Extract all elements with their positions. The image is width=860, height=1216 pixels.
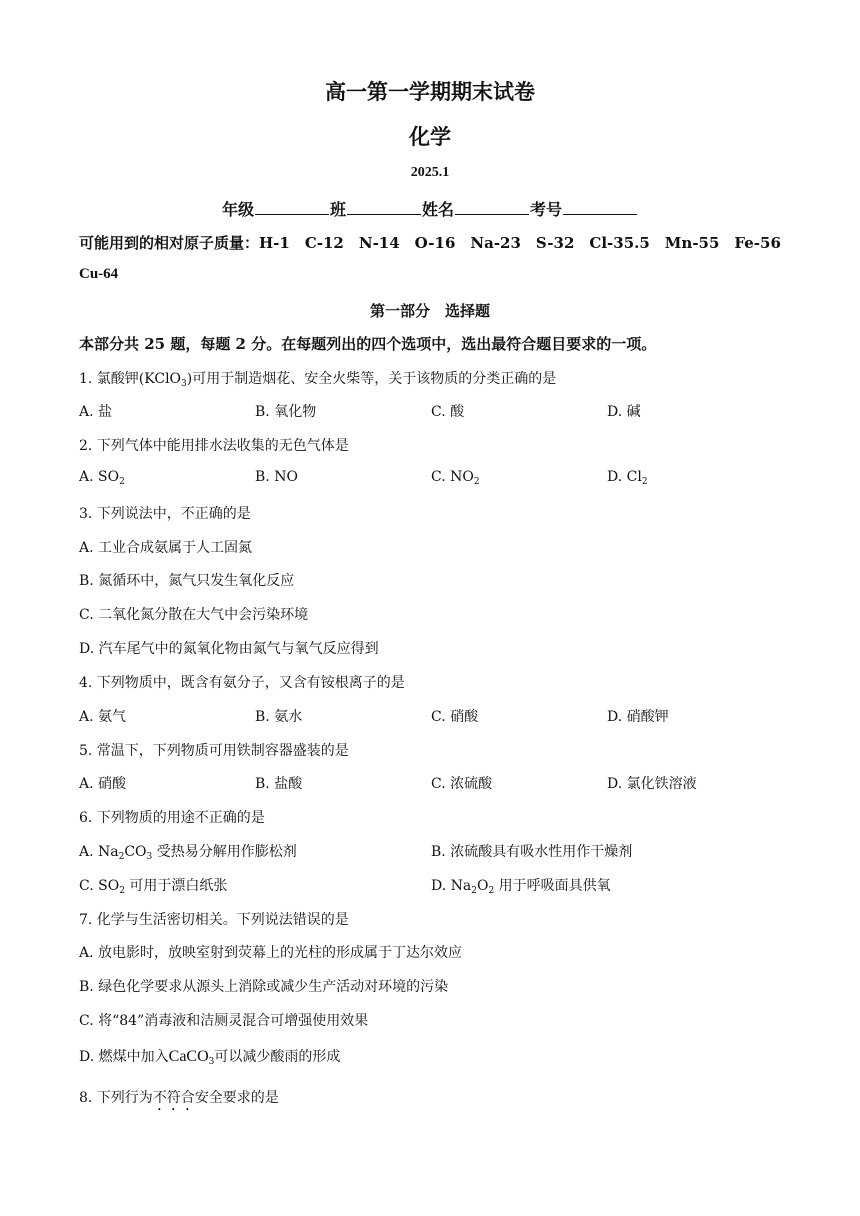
q7-option-c: C. 将“84”消毒液和洁厕灵混合可增强使用效果	[79, 1013, 369, 1029]
section-instructions: 本部分共 25 题，每题 2 分。在每题列出的四个选项中，选出最符合题目要求的一项。	[79, 335, 657, 353]
name-blank	[455, 200, 529, 215]
exam-no-blank	[563, 200, 637, 215]
q4-option-a: A. 氨气	[79, 709, 127, 725]
q1-option-d: D. 碱	[607, 404, 641, 420]
class-blank	[347, 200, 421, 215]
question-1-stem: 1. 氯酸钾(KClO$_3$)可用于制造烟花、安全火柴等，关于该物质的分类正确的是	[79, 371, 557, 389]
atomic-masses-line2: Cu-64	[79, 266, 119, 282]
q1-option-c: C. 酸	[431, 404, 465, 420]
question-4-stem: 4. 下列物质中，既含有氨分子，又含有铵根离子的是	[79, 675, 405, 691]
q3-option-a: A. 工业合成氨属于人工固氮	[79, 540, 253, 556]
q7-option-a: A. 放电影时，放映室射到荧幕上的光柱的形成属于丁达尔效应	[79, 945, 463, 961]
q4-option-d: D. 硝酸钾	[607, 709, 669, 725]
question-7-stem: 7. 化学与生活密切相关。下列说法错误的是	[79, 912, 349, 928]
q7-option-d: D. 燃煤中加入CaCO$_3$可以减少酸雨的形成	[79, 1048, 341, 1067]
atomic-masses-line1: 可能用到的相对原子质量：H-1 C-12 N-14 O-16 Na-23 S-32 Cl-35.5 Mn-55 Fe-56	[79, 234, 781, 252]
question-3-stem: 3. 下列说法中，不正确的是	[79, 506, 251, 522]
q4-option-b: B. 氨水	[255, 709, 303, 725]
q2-option-d: D. $Cl_2$	[607, 469, 648, 487]
q2-option-b: B. NO	[255, 469, 298, 485]
caco3-formula: CaCO	[168, 1048, 209, 1065]
q5-option-d: D. 氯化铁溶液	[607, 776, 697, 792]
question-6-stem: 6. 下列物质的用途不正确的是	[79, 810, 265, 826]
exam-no-label: 考号	[530, 200, 563, 219]
q5-option-b: B. 盐酸	[255, 776, 303, 792]
q3-option-d: D. 汽车尾气中的氮氧化物由氮气与氧气反应得到	[79, 641, 379, 657]
question-5-stem: 5. 常温下，下列物质可用铁制容器盛装的是	[79, 743, 349, 759]
q2-option-c: C. $NO_2$	[431, 469, 480, 487]
section-title: 第一部分 选择题	[369, 302, 490, 320]
question-2-stem: 2. 下列气体中能用排水法收集的无色气体是	[79, 438, 349, 454]
q3-option-c: C. 二氧化氮分散在大气中会污染环境	[79, 607, 309, 623]
q6-option-b: B. 浓硫酸具有吸水性用作干燥剂	[431, 844, 633, 860]
q5-option-a: A. 硝酸	[79, 776, 127, 792]
q1-option-a: A. 盐	[79, 404, 113, 420]
q6-option-d: D. $Na_2O_2$ 用于呼吸面具供氧	[431, 878, 611, 896]
grade-label: 年级	[221, 200, 254, 219]
q6-option-a: A. $Na_2CO_3$ 受热易分解用作膨松剂	[79, 844, 297, 862]
subject-title: 化学	[409, 124, 451, 149]
student-info-line	[0, 197, 860, 220]
q5-option-c: C. 浓硫酸	[431, 776, 493, 792]
question-8-stem: 8. 下列行为不符合安全要求的是	[79, 1090, 279, 1106]
name-label: 姓名	[422, 200, 455, 219]
grade-blank	[255, 200, 329, 215]
q2-option-a: A. $SO_2$	[79, 469, 125, 487]
emphasized-not-compliant: 不符合	[152, 1090, 195, 1106]
q1-option-b: B. 氧化物	[255, 404, 317, 420]
exam-date: 2025.1	[410, 165, 450, 180]
q7-option-b: B. 绿色化学要求从源头上消除或减少生产活动对环境的污染	[79, 979, 449, 995]
q4-option-c: C. 硝酸	[431, 709, 479, 725]
exam-title: 高一第一学期期末试卷	[325, 79, 535, 104]
q3-option-b: B. 氮循环中，氮气只发生氧化反应	[79, 573, 295, 589]
q6-option-c: C. $SO_2$ 可用于漂白纸张	[79, 878, 228, 896]
class-label: 班	[329, 200, 346, 219]
